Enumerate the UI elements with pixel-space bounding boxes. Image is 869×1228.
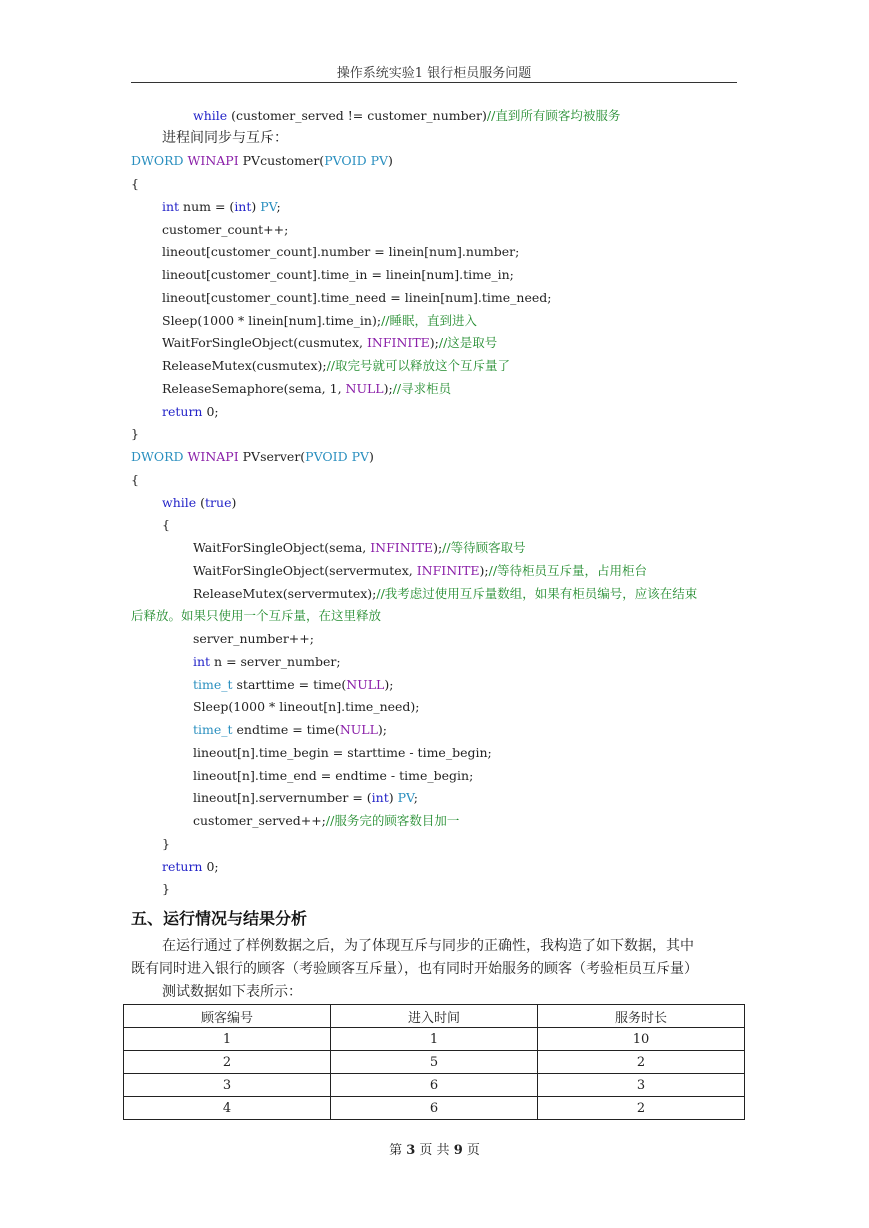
code-line-lineout-time-in: lineout[customer_count].time_in = linein[num].time_in; xyxy=(162,267,514,282)
code-line-while-loop: while (customer_served != customer_number)//直到所有顾客均被服务 xyxy=(193,108,621,123)
code-line-brace: { xyxy=(131,176,139,191)
table-cell: 3 xyxy=(538,1074,745,1097)
code-line-server-number: server_number++; xyxy=(193,631,314,646)
code-line-int-num: int num = (int) PV; xyxy=(162,199,281,214)
code-line-wait-sema: WaitForSingleObject(sema, INFINITE);//等待顾客取号 xyxy=(193,540,526,555)
code-line-customer-served: customer_served++;//服务完的顾客数目加一 xyxy=(193,813,460,828)
table-row xyxy=(124,1074,745,1097)
table-row xyxy=(124,1097,745,1120)
code-line-release-cusmutex: ReleaseMutex(cusmutex);//取完号就可以释放这个互斥量了 xyxy=(162,358,511,373)
paragraph-line: 测试数据如下表所示： xyxy=(162,984,302,1000)
table-cell: 10 xyxy=(538,1028,745,1051)
code-line-return: return 0; xyxy=(162,859,219,874)
table-cell: 2 xyxy=(538,1051,745,1074)
code-line-return: return 0; xyxy=(162,404,219,419)
code-line-starttime: time_t starttime = time(NULL); xyxy=(193,677,394,692)
header-rule xyxy=(131,82,737,83)
code-line-time-begin: lineout[n].time_begin = starttime - time_begin; xyxy=(193,745,492,760)
page-total: 9 xyxy=(453,1143,463,1158)
code-line-brace: } xyxy=(162,881,170,896)
code-line-lineout-number: lineout[customer_count].number = linein[num].number; xyxy=(162,244,520,259)
table-header-cell: 顾客编号 xyxy=(124,1005,331,1028)
page-number: 3 xyxy=(406,1143,416,1158)
code-line-brace: { xyxy=(131,472,139,487)
code-line-time-end: lineout[n].time_end = endtime - time_begin; xyxy=(193,768,474,783)
code-line-brace: } xyxy=(162,836,170,851)
code-line-release-semaphore: ReleaseSemaphore(sema, 1, NULL);//寻求柜员 xyxy=(162,381,452,396)
code-line-int-n: int n = server_number; xyxy=(193,654,341,669)
table-row xyxy=(124,1028,745,1051)
table-cell: 1 xyxy=(331,1028,538,1051)
code-line-brace: { xyxy=(162,517,170,532)
table-cell: 4 xyxy=(124,1097,331,1120)
test-data-table xyxy=(123,1004,745,1120)
code-line-while-true: while (true) xyxy=(162,495,237,510)
code-line-servernumber: lineout[n].servernumber = (int) PV; xyxy=(193,790,419,805)
code-line-sleep-need: Sleep(1000 * lineout[n].time_need); xyxy=(193,699,420,714)
table-cell: 5 xyxy=(331,1051,538,1074)
table-cell: 1 xyxy=(124,1028,331,1051)
table-cell: 6 xyxy=(331,1097,538,1120)
table-cell: 3 xyxy=(124,1074,331,1097)
code-line-wait-cusmutex: WaitForSingleObject(cusmutex, INFINITE);//这是取号 xyxy=(162,335,498,350)
code-line-comment-wrap: 后释放。如果只使用一个互斥量，在这里释放 xyxy=(131,608,382,623)
paragraph-line: 既有同时进入银行的顾客（考验顾客互斥量），也有同时开始服务的顾客（考验柜员互斥量） xyxy=(131,961,698,977)
table-header-cell: 进入时间 xyxy=(331,1005,538,1028)
code-line-pvserver-signature: DWORD WINAPI PVserver(PVOID PV) xyxy=(131,449,374,464)
page-header: 操作系统实验1 银行柜员服务问题 xyxy=(336,66,532,81)
table-row xyxy=(124,1051,745,1074)
table-cell: 6 xyxy=(331,1074,538,1097)
code-line-wait-servermutex: WaitForSingleObject(servermutex, INFINITE);//等待柜员互斥量，占用柜台 xyxy=(193,563,648,578)
code-line-customer-count: customer_count++; xyxy=(162,222,289,237)
code-line-release-servermutex: ReleaseMutex(servermutex);//我考虑过使用互斥量数组，如果有柜员编号，应该在结束 xyxy=(193,586,698,601)
code-line-brace: } xyxy=(131,426,139,441)
section-title: 五、运行情况与结果分析 xyxy=(131,909,308,928)
table-cell: 2 xyxy=(124,1051,331,1074)
code-line-sleep: Sleep(1000 * linein[num].time_in);//睡眠，直到进入 xyxy=(162,313,478,328)
sync-heading: 进程间同步与互斥： xyxy=(162,130,288,146)
paragraph-line: 在运行通过了样例数据之后，为了体现互斥与同步的正确性，我构造了如下数据，其中 xyxy=(162,938,694,954)
table-header-row xyxy=(124,1005,745,1028)
code-line-lineout-time-need: lineout[customer_count].time_need = linein[num].time_need; xyxy=(162,290,552,305)
page-footer: 第 3 页 共 9 页 xyxy=(389,1143,480,1158)
code-line-pvcustomer-signature: DWORD WINAPI PVcustomer(PVOID PV) xyxy=(131,153,393,168)
code-line-endtime: time_t endtime = time(NULL); xyxy=(193,722,387,737)
table-cell: 2 xyxy=(538,1097,745,1120)
table-header-cell: 服务时长 xyxy=(538,1005,745,1028)
